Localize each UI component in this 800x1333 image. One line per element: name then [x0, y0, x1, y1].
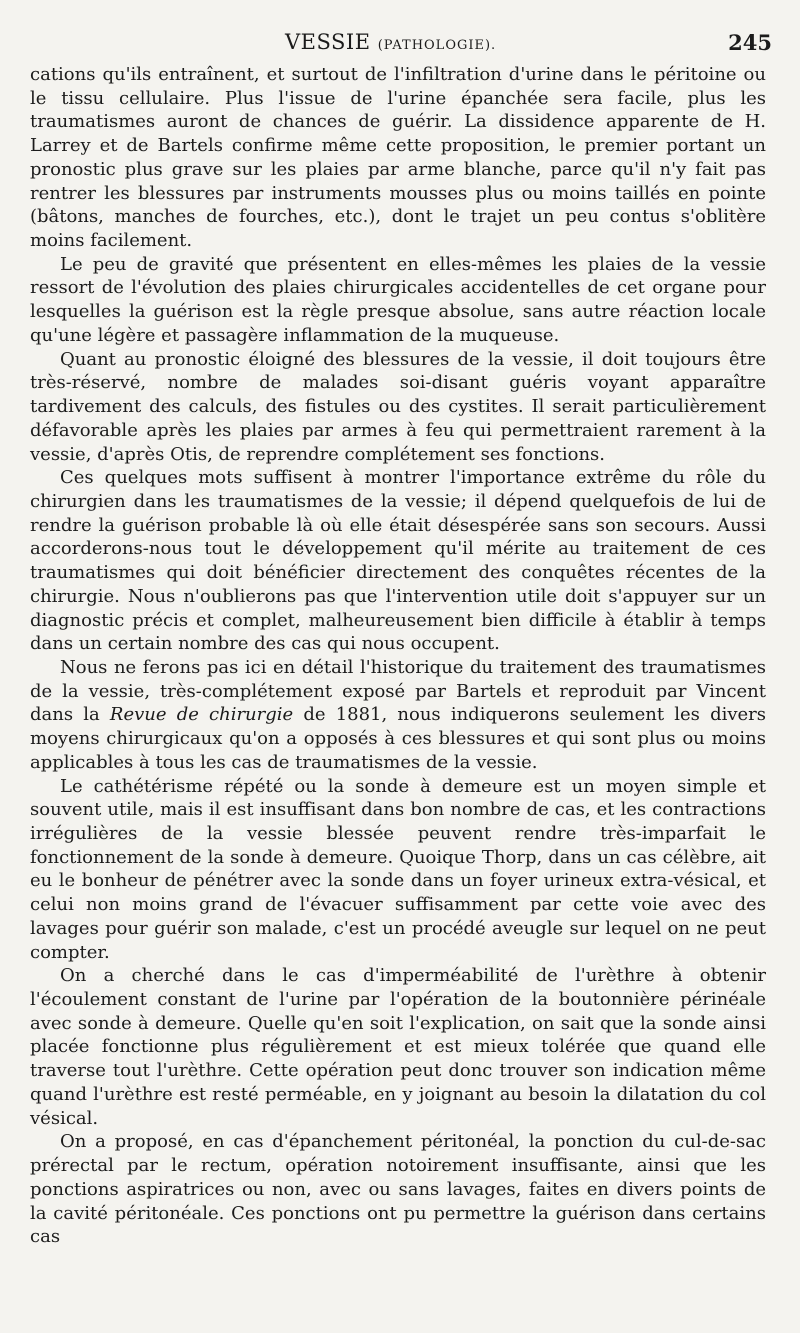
running-title — [285, 30, 496, 54]
running-title-section: (PATHOLOGIE). — [377, 38, 497, 53]
paragraph-6: Le cathétérisme répété ou la sonde à demeure est un moyen simple et souvent utile, mais il est insuffisant dans bon nombre de cas, et les contractions irrégulières de la vessie blessée peuvent rendre très-imparfait le fonctionnement de la sonde à demeure. Quoique Thorp, dans un cas célèbre, ait eu le bonheur de pénétrer avec la sonde dans un foyer urineux extra-vésical, et celui non moins grand de l'évacuer suffisamment par cette voie avec des lavages pour guérir son malade, c'est un procédé aveugle sur lequel on ne peut compter. — [30, 775, 766, 963]
paragraph-5-text-after: de 1881, nous indiquerons seulement les divers moyens chirurgicaux qu'on a opposés à ces blessures et qui sont plus ou moins applicables à tous les cas de traumatismes de la vessie. — [30, 704, 767, 773]
page-body — [30, 63, 766, 1249]
paragraph-4: Ces quelques mots suffisent à montrer l'importance extrême du rôle du chirurgien dans les traumatismes de la vessie; il dépend quelquefois de lui de rendre la guérison probable là où elle était désespérée sans son secours. Aussi accorderons-nous tout le développement qu'il mérite au traitement de ces traumatismes qui doit bénéficier directement des conquêtes récentes de la chirurgie. Nous n'oublierons pas que l'intervention utile doit s'appuyer sur un diagnostic précis et complet, malheureusement bien difficile à établir à temps dans un certain nombre des cas qui nous occupent. — [30, 467, 766, 655]
page-header — [30, 30, 772, 60]
paragraph-7: On a cherché dans le cas d'imperméabilité de l'urèthre à obtenir l'écoulement constant de l'urine par l'opération de la boutonnière périnéale avec sonde à demeure. Quelle qu'en soit l'explication, on sait que la sonde ainsi placée fonctionne plus régulièrement et est mieux tolérée que quand elle traverse tout l'urèthre. Cette opération peut donc trouver son indication même quand l'urèthre est resté perméable, en y joignant au besoin la dilatation du col vésical. — [30, 965, 766, 1129]
page-number: 245 — [728, 30, 772, 55]
paragraph-5 — [30, 656, 766, 775]
paragraph-3: Quant au pronostic éloigné des blessures de la vessie, il doit toujours être très-réservé, nombre de malades soi-disant guéris voyant apparaître tardivement des calculs, des fistules ou des cystites. Il serait particulièrement défavorable après les plaies par armes à feu qui permettraient rarement à la vessie, d'après Otis, de reprendre complétement ses fonctions. — [30, 348, 766, 465]
paragraph-2: Le peu de gravité que présentent en elles-mêmes les plaies de la vessie ressort de l'évolution des plaies chirurgicales accidentelles de cet organe pour lesquelles la guérison est la règle presque absolue, sans autre réaction locale qu'une légère et passagère inflammation de la muqueuse. — [30, 253, 766, 346]
paragraph-5-text-before: Nous ne ferons pas ici en détail l'historique du traitement des traumatismes de la vessie, très-complétement exposé par Bartels et reproduit par Vincent dans la — [30, 656, 766, 726]
running-title-main: VESSIE — [285, 30, 371, 54]
journal-title: Revue de chirurgie — [109, 704, 294, 726]
paragraph-8: On a proposé, en cas d'épanchement péritonéal, la ponction du cul-de-sac prérectal par le rectum, opération notoirement insuffisante, ainsi que les ponctions aspiratrices ou non, avec ou sans lavages, faites en divers points de la cavité péritonéale. Ces ponctions ont pu permettre la guérison dans certains cas — [30, 1131, 766, 1248]
paragraph-1: cations qu'ils entraînent, et surtout de l'infiltration d'urine dans le péritoine ou le tissu cellulaire. Plus l'issue de l'urine épanchée sera facile, plus les traumatismes auront de chances de guérir. La dissidence apparente de H. Larrey et de Bartels confirme même cette proposition, le premier portant un pronostic plus grave sur les plaies par arme blanche, parce qu'il n'y fait pas rentrer les blessures par instruments mousses plus ou moins taillés en pointe (bâtons, manches de fourches, etc.), dont le trajet un peu contus s'oblitère moins facilement. — [30, 64, 766, 252]
